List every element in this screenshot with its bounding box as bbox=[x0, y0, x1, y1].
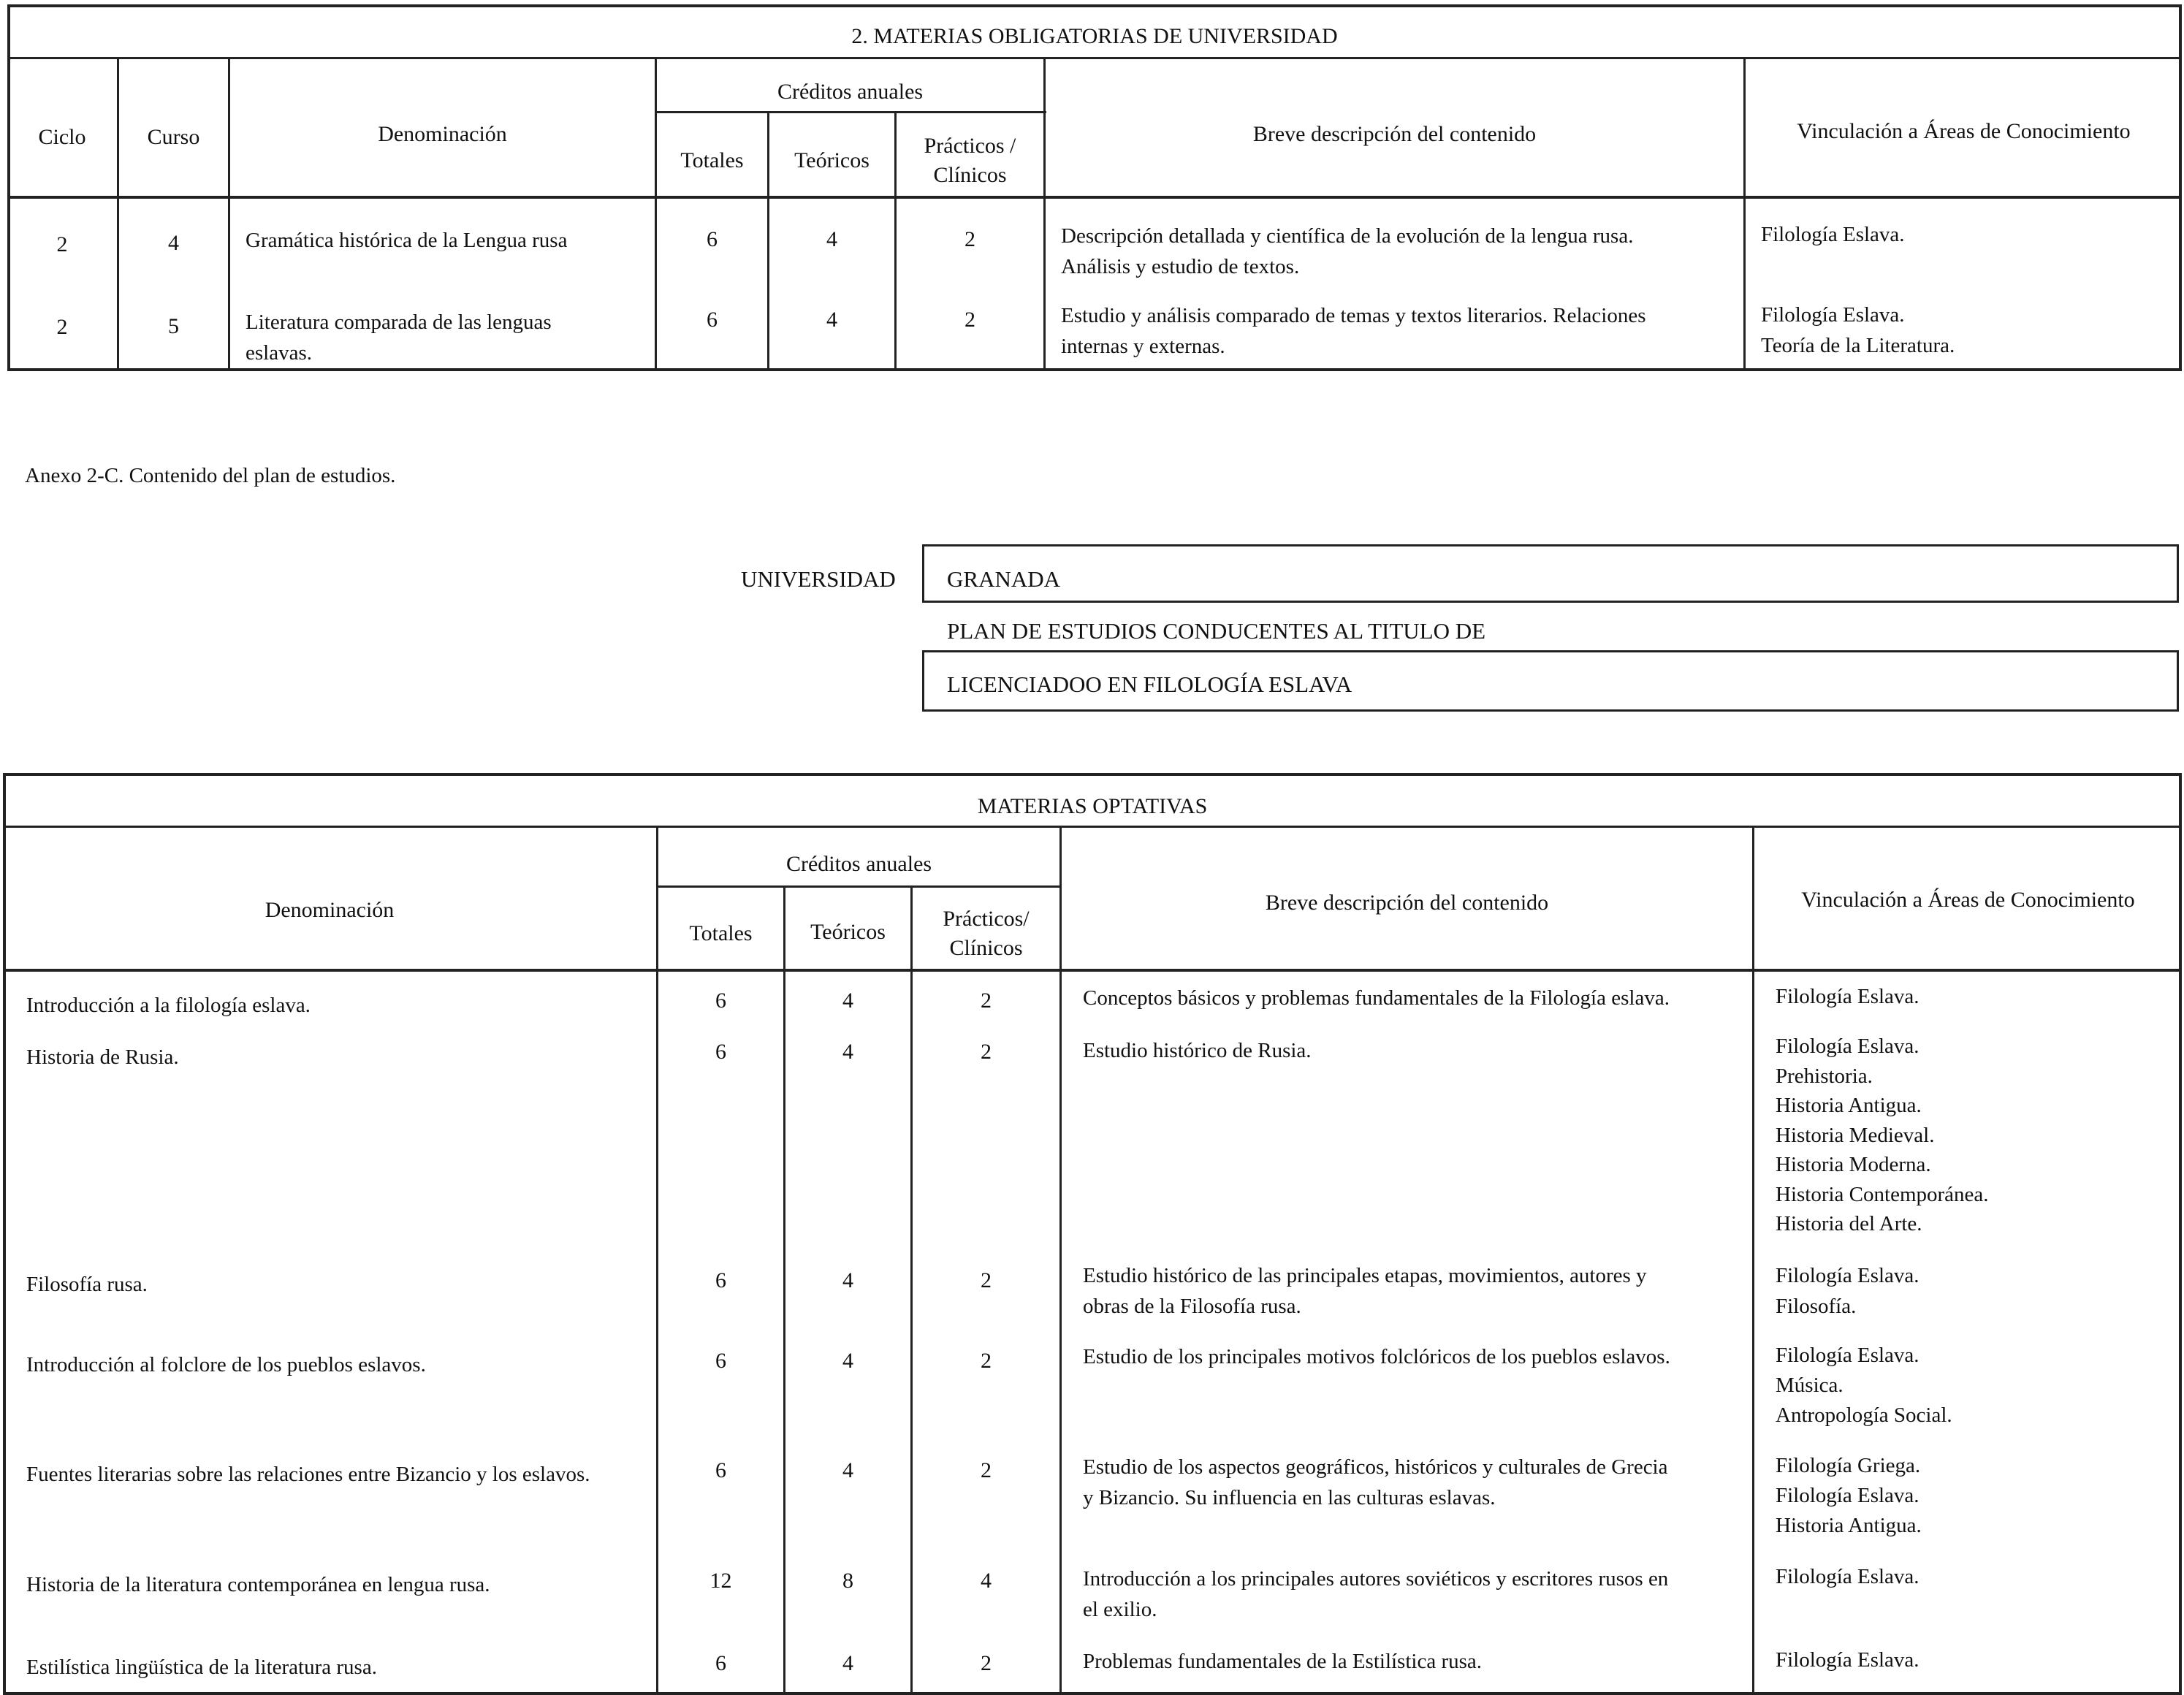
cell-vinculacion: Filología Griega. Filología Eslava. Historia Antigua. bbox=[1776, 1454, 1922, 1537]
cell-descripcion: Estudio histórico de las principales etapas, movimientos, autores y obras de la Filosofía rusa. bbox=[1083, 1264, 1647, 1318]
cell-descripcion: Introducción a los principales autores soviéticos y escritores rusos en el exilio. bbox=[1083, 1567, 1669, 1621]
header-vinculacion: Vinculación a Áreas de Conocimiento bbox=[1801, 888, 2135, 912]
cell-practicos: 2 bbox=[981, 1458, 992, 1482]
divider bbox=[656, 826, 658, 1694]
divider bbox=[1743, 57, 1746, 371]
cell-totales: 6 bbox=[715, 1268, 726, 1292]
divider bbox=[1059, 826, 1062, 1694]
cell-totales: 6 bbox=[707, 227, 718, 251]
cell-teoricos: 4 bbox=[842, 989, 853, 1013]
divider bbox=[3, 826, 2182, 828]
divider bbox=[3, 969, 2182, 972]
cell-denominacion: Fuentes literarias sobre las relaciones entre Bizancio y los eslavos. bbox=[26, 1463, 590, 1486]
header-descripcion: Breve descripción del contenido bbox=[1265, 891, 1549, 915]
divider bbox=[7, 57, 2182, 59]
divider bbox=[1752, 826, 1754, 1694]
cell-ciclo: 2 bbox=[56, 315, 68, 339]
header-denominacion: Denominación bbox=[265, 898, 395, 922]
annex-label: Anexo 2-C. Contenido del plan de estudios. bbox=[25, 464, 396, 487]
cell-totales: 6 bbox=[715, 1651, 726, 1675]
cell-vinculacion: Filología Eslava. bbox=[1776, 985, 1919, 1008]
cell-descripcion: Estudio y análisis comparado de temas y textos literarios. Relaciones internas y externas. bbox=[1061, 304, 1646, 358]
universidad-value: GRANADA bbox=[947, 566, 1060, 592]
header-practicos: Prácticos / Clínicos bbox=[924, 134, 1016, 187]
universidad-label: UNIVERSIDAD bbox=[741, 566, 896, 592]
cell-descripcion: Conceptos básicos y problemas fundamentales de la Filología eslava. bbox=[1083, 986, 1670, 1010]
table-title: MATERIAS OPTATIVAS bbox=[977, 794, 1208, 818]
cell-practicos: 4 bbox=[981, 1569, 992, 1593]
cell-practicos: 2 bbox=[981, 1268, 992, 1292]
header-practicos: Prácticos/ Clínicos bbox=[943, 907, 1030, 960]
cell-curso: 4 bbox=[168, 231, 179, 255]
header-denominacion: Denominación bbox=[378, 122, 507, 146]
cell-denominacion: Gramática histórica de la Lengua rusa bbox=[246, 229, 568, 252]
cell-teoricos: 4 bbox=[826, 308, 837, 332]
cell-denominacion: Literatura comparada de las lenguas eslavas. bbox=[246, 311, 552, 365]
cell-denominacion: Filosofía rusa. bbox=[26, 1273, 148, 1296]
divider bbox=[656, 111, 1046, 113]
header-vinculacion: Vinculación a Áreas de Conocimiento bbox=[1797, 119, 2131, 143]
cell-vinculacion: Filología Eslava. Música. Antropología Social. bbox=[1776, 1344, 1952, 1427]
header-totales: Totales bbox=[680, 148, 744, 172]
cell-teoricos: 4 bbox=[826, 227, 837, 251]
cell-practicos: 2 bbox=[981, 1040, 992, 1064]
cell-totales: 6 bbox=[715, 1040, 726, 1064]
cell-vinculacion: Filología Eslava. Filosofía. bbox=[1776, 1264, 1919, 1318]
header-totales: Totales bbox=[689, 921, 753, 945]
cell-teoricos: 4 bbox=[842, 1651, 853, 1675]
cell-denominacion: Historia de la literatura contemporánea en lengua rusa. bbox=[26, 1573, 490, 1596]
header-descripcion: Breve descripción del contenido bbox=[1252, 122, 1537, 146]
cell-vinculacion: Filología Eslava. Teoría de la Literatura. bbox=[1761, 303, 1955, 357]
divider bbox=[7, 196, 2182, 199]
cell-totales: 6 bbox=[715, 989, 726, 1013]
cell-teoricos: 4 bbox=[842, 1349, 853, 1373]
cell-descripcion: Estudio histórico de Rusia. bbox=[1083, 1039, 1312, 1062]
cell-denominacion: Introducción al folclore de los pueblos eslavos. bbox=[26, 1353, 426, 1376]
header-creditos: Créditos anuales bbox=[777, 80, 924, 104]
header-creditos: Créditos anuales bbox=[785, 852, 932, 876]
cell-denominacion: Historia de Rusia. bbox=[26, 1045, 179, 1069]
cell-totales: 6 bbox=[715, 1458, 726, 1482]
cell-teoricos: 4 bbox=[842, 1268, 853, 1292]
cell-vinculacion: Filología Eslava. bbox=[1776, 1565, 1919, 1588]
cell-practicos: 2 bbox=[964, 227, 975, 251]
table-title: 2. MATERIAS OBLIGATORIAS DE UNIVERSIDAD bbox=[851, 24, 1338, 48]
divider bbox=[228, 57, 230, 371]
cell-practicos: 2 bbox=[981, 1349, 992, 1373]
cell-practicos: 2 bbox=[981, 989, 992, 1013]
cell-descripcion: Descripción detallada y científica de la evolución de la lengua rusa. Análisis y estudio de textos. bbox=[1061, 224, 1634, 278]
plan-label: PLAN DE ESTUDIOS CONDUCENTES AL TITULO DE bbox=[947, 618, 1486, 644]
cell-descripcion: Estudio de los principales motivos folclóricos de los pueblos eslavos. bbox=[1083, 1345, 1670, 1368]
cell-ciclo: 2 bbox=[56, 232, 68, 256]
header-curso: Curso bbox=[147, 125, 200, 149]
cell-descripcion: Estudio de los aspectos geográficos, históricos y culturales de Grecia y Bizancio. Su influencia en las culturas eslavas. bbox=[1083, 1455, 1668, 1509]
cell-denominacion: Introducción a la filología eslava. bbox=[26, 994, 311, 1017]
cell-totales: 6 bbox=[715, 1349, 726, 1373]
cell-teoricos: 8 bbox=[842, 1569, 853, 1593]
cell-teoricos: 4 bbox=[842, 1458, 853, 1482]
titulo-value: LICENCIADOO EN FILOLOGÍA ESLAVA bbox=[947, 671, 1352, 697]
cell-teoricos: 4 bbox=[842, 1040, 853, 1064]
cell-descripcion: Problemas fundamentales de la Estilística rusa. bbox=[1083, 1650, 1483, 1673]
header-ciclo: Ciclo bbox=[38, 125, 86, 149]
cell-vinculacion: Filología Eslava. Prehistoria. Historia Antigua. Historia Medieval. Historia Moderna. Historia Contemporánea. Historia del Arte. bbox=[1776, 1035, 1989, 1235]
cell-vinculacion: Filología Eslava. bbox=[1776, 1648, 1919, 1672]
cell-totales: 12 bbox=[709, 1569, 732, 1593]
divider bbox=[1043, 57, 1046, 371]
cell-curso: 5 bbox=[168, 314, 179, 338]
cell-vinculacion: Filología Eslava. bbox=[1761, 223, 1905, 246]
header-teoricos: Teóricos bbox=[810, 920, 886, 944]
cell-practicos: 2 bbox=[981, 1651, 992, 1675]
cell-denominacion: Estilística lingüística de la literatura rusa. bbox=[26, 1656, 377, 1679]
cell-practicos: 2 bbox=[964, 308, 975, 332]
divider bbox=[658, 885, 1061, 888]
cell-totales: 6 bbox=[707, 308, 718, 332]
header-teoricos: Teóricos bbox=[794, 148, 870, 172]
